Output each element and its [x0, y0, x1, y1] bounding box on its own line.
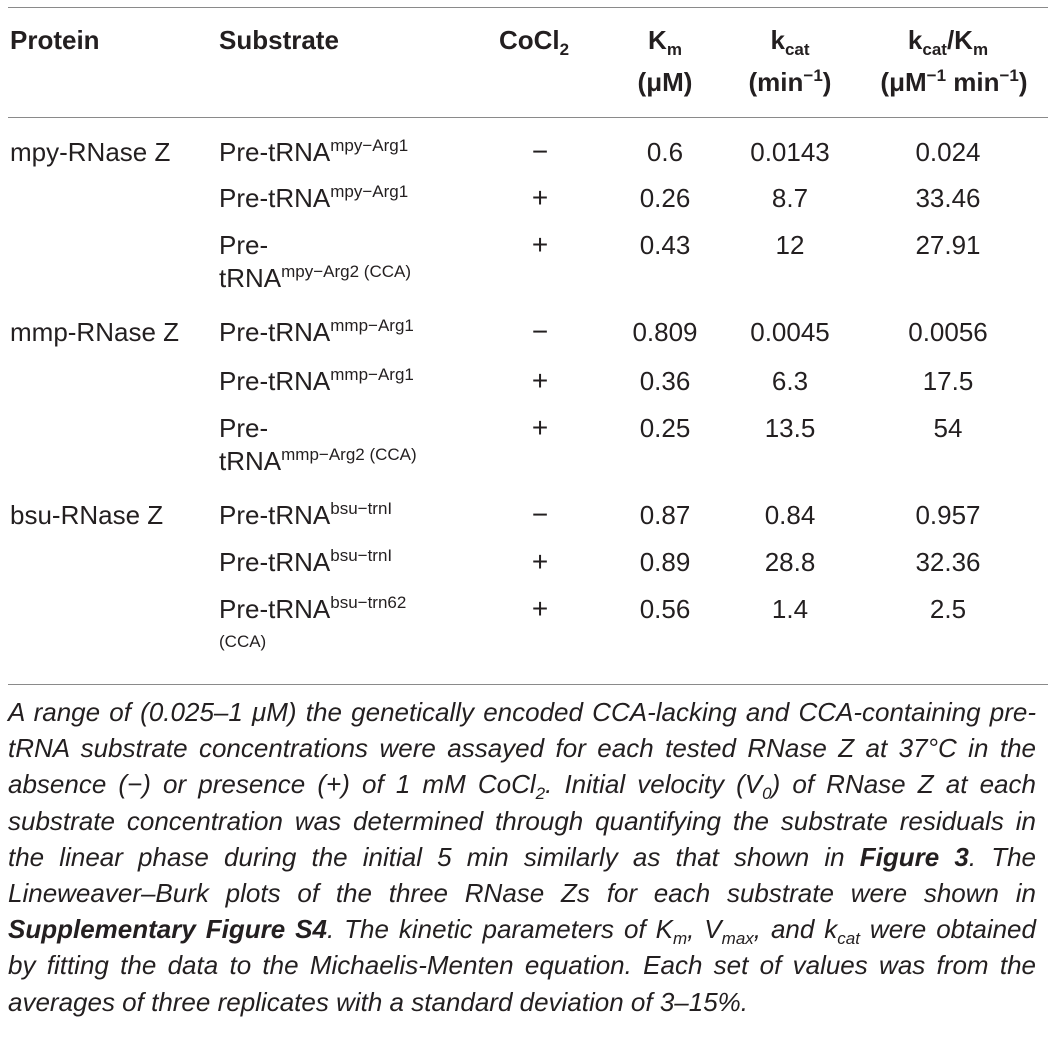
- cocl2-cell: −: [531, 316, 549, 347]
- kcat-cell: 8.7: [771, 183, 809, 213]
- top-rule: [8, 7, 1048, 8]
- efficiency-cell: 33.46: [915, 183, 981, 213]
- substrate-cell-line2: tRNA$^{mpy-Arg2 (CCA)}$: [219, 262, 412, 293]
- kcat-cell: 28.8: [764, 547, 816, 577]
- substrate-cell: Pre-tRNA$^{mmp-Arg1}$: [219, 316, 414, 347]
- kcat-cell: 0.0143: [750, 137, 830, 167]
- cocl2-cell: +: [531, 365, 549, 396]
- cocl2-cell: −: [531, 136, 549, 167]
- header-efficiency-unit: ($\mu M^{-1}$ $\min^{-1}$): [880, 66, 1028, 97]
- substrate-cell: Pre-tRNA$^{mpy-Arg1}$: [219, 136, 409, 167]
- bottom-rule: [8, 684, 1048, 685]
- substrate-cell-line2: tRNA$^{mmp-Arg2 (CCA)}$: [219, 445, 417, 476]
- header-kcat-unit: $(\min^{-1})$: [748, 66, 832, 97]
- efficiency-cell: 0.957: [915, 500, 981, 530]
- cocl2-cell: +: [531, 412, 549, 443]
- km-cell: 0.26: [639, 183, 691, 213]
- protein-bsu: bsu-RNase Z: [10, 500, 164, 530]
- km-cell: 0.43: [639, 230, 691, 260]
- substrate-cell: Pre-tRNA$^{bsu-trn62}$: [219, 593, 407, 624]
- substrate-cell: Pre-tRNA$^{mpy-Arg1}$: [219, 182, 409, 213]
- km-cell: 0.809: [632, 317, 698, 347]
- header-protein: Protein: [10, 25, 100, 55]
- substrate-cell-line1: Pre-: [219, 230, 269, 260]
- header-km: $K_m$: [648, 25, 682, 59]
- substrate-cell: Pre-tRNA$^{bsu-trnI}$: [219, 546, 393, 577]
- header-km-unit: (μM): [637, 67, 693, 97]
- kcat-cell: 1.4: [771, 594, 809, 624]
- substrate-cell: Pre-tRNA$^{mmp-Arg1}$: [219, 365, 414, 396]
- table-footnote: A range of (0.025–1 μM) the genetically encoded CCA-lacking and CCA-containing pre-tRNA substrate concentrations were assayed for each tested RNase Z at 37°C in the absence (−) or presence (+) of 1 mM CoCl$_2$. Initial velocity $(V_0)$ of RNase Z at each substrate concentration was determined through quantifying the substrate residuals in the linear phase during the initial 5 min similarly as that shown in Figure 3. The Lineweaver–Burk plots of the three RNase Zs for each substrate were shown in Supplementary Figure S4. The kinetic parameters of $K_m$, $V_{max}$, and $k_{cat}$ were obtained by fitting the data to the Michaelis-Menten equation. Each set of values was from the averages of three replicates with a standard deviation of 3–15%.: [8, 697, 1037, 1017]
- km-cell: 0.25: [639, 413, 691, 443]
- efficiency-cell: 2.5: [929, 594, 967, 624]
- substrate-cell: Pre-tRNA$^{bsu-trnI}$: [219, 499, 393, 530]
- header-efficiency: $k_{cat}/K_m$: [907, 25, 989, 59]
- substrate-cell-line2: (CCA): [219, 632, 267, 651]
- substrate-cell-line1: Pre-: [219, 413, 269, 443]
- kcat-cell: 6.3: [771, 366, 809, 396]
- kcat-cell: 0.0045: [750, 317, 830, 347]
- kcat-cell: 0.84: [764, 500, 816, 530]
- efficiency-cell: 0.024: [915, 137, 981, 167]
- supplementary-figure-s4-link[interactable]: Supplementary Figure S4: [8, 914, 327, 945]
- protein-mpy: mpy-RNase Z: [10, 137, 171, 167]
- cocl2-cell: −: [531, 499, 549, 530]
- kcat-cell: 13.5: [764, 413, 816, 443]
- efficiency-cell: 32.36: [915, 547, 981, 577]
- km-cell: 0.6: [646, 137, 684, 167]
- cocl2-cell: +: [531, 182, 549, 213]
- efficiency-cell: 0.0056: [908, 317, 988, 347]
- kcat-cell: 12: [775, 230, 805, 260]
- cocl2-cell: +: [531, 546, 549, 577]
- protein-mmp: mmp-RNase Z: [10, 317, 180, 347]
- header-substrate: Substrate: [219, 25, 339, 55]
- cocl2-cell: +: [531, 593, 549, 624]
- figure-3-link[interactable]: Figure 3: [859, 841, 969, 872]
- km-cell: 0.87: [639, 500, 691, 530]
- header-rule: [8, 117, 1048, 118]
- header-kcat: $k_{cat}$: [770, 25, 810, 59]
- header-cocl2: CoCl$_2$: [499, 25, 570, 59]
- efficiency-cell: 27.91: [915, 230, 981, 260]
- km-cell: 0.89: [639, 547, 691, 577]
- cocl2-cell: +: [531, 229, 549, 260]
- efficiency-cell: 17.5: [922, 366, 974, 396]
- efficiency-cell: 54: [933, 413, 963, 443]
- km-cell: 0.56: [639, 594, 691, 624]
- km-cell: 0.36: [639, 366, 691, 396]
